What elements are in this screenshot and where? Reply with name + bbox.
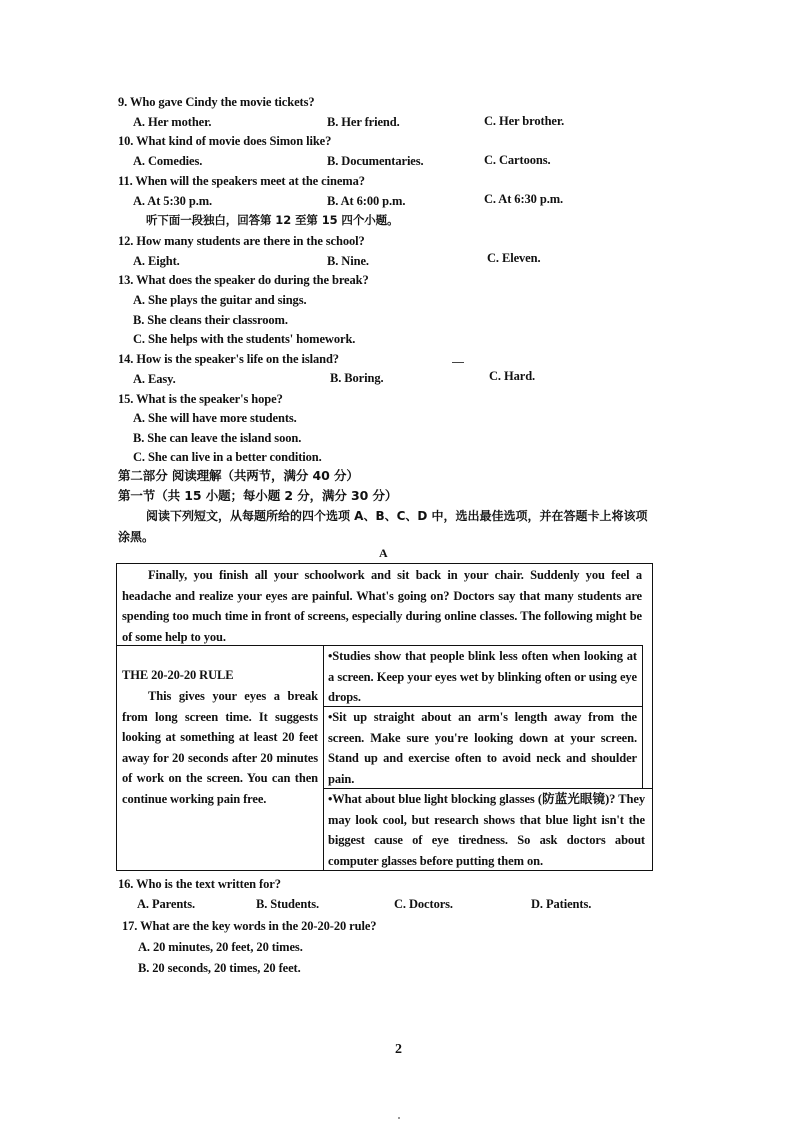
q17-option-a: A. 20 minutes, 20 feet, 20 times. [138, 940, 303, 954]
tip-blue-light: •What about blue light blocking glasses (防蓝光眼镜)? They may look cool, but research shows that blue light isn't the biggest cause of eye tiredness. So ask doctors about computer glasses before putting them on. [328, 792, 645, 868]
part-two-heading: 第二部分 阅读理解（共两节，满分 40 分） [118, 468, 359, 483]
rule-title: THE 20-20-20 RULE [122, 668, 234, 682]
q10-stem: 10. What kind of movie does Simon like? [118, 134, 332, 148]
q14-option-c: C. Hard. [489, 369, 536, 383]
q12-option-a: A. Eight. [133, 254, 180, 268]
section-one-heading: 第一节（共 15 小题；每小题 2 分，满分 30 分） [118, 488, 398, 503]
q12-stem: 12. How many students are there in the school? [118, 234, 365, 248]
q14-option-a: A. Easy. [133, 372, 176, 386]
q9-option-c: C. Her brother. [484, 114, 565, 128]
q17-stem: 17. What are the key words in the 20-20-20 rule? [122, 919, 377, 933]
q12-option-b: B. Nine. [327, 254, 369, 268]
q16-option-d: D. Patients. [531, 897, 592, 911]
reading-instruction: 阅读下列短文，从每题所给的四个选项 A、B、C、D 中，选出最佳选项，并在答题卡上将该项涂黑。 [118, 509, 648, 544]
q17-option-b: B. 20 seconds, 20 times, 20 feet. [138, 961, 301, 975]
q13-option-b: B. She cleans their classroom. [133, 313, 288, 327]
q15-stem: 15. What is the speaker's hope? [118, 392, 283, 406]
q9-option-b: B. Her friend. [327, 115, 400, 129]
q10-option-b: B. Documentaries. [327, 154, 424, 168]
q15-option-b: B. She can leave the island soon. [133, 431, 302, 445]
tip-posture: •Sit up straight about an arm's length away from the screen. Make sure you're looking down at your screen. Stand up and exercise often to avoid neck and shoulder pain. [328, 710, 637, 786]
q14-stem: 14. How is the speaker's life on the island? [118, 352, 339, 366]
page-number: 2 [395, 1042, 402, 1057]
q13-option-c: C. She helps with the students' homework. [133, 332, 356, 346]
rule-body: This gives your eyes a break from long screen time. It suggests looking at something at least 20 feet away for 20 seconds after 20 minutes of work on the screen. You can then continue working pain free. [122, 689, 318, 806]
q13-option-a: A. She plays the guitar and sings. [133, 293, 307, 307]
q12-option-c: C. Eleven. [487, 251, 541, 265]
q13-stem: 13. What does the speaker do during the break? [118, 273, 369, 287]
q11-option-b: B. At 6:00 p.m. [327, 194, 406, 208]
q16-stem: 16. Who is the text written for? [118, 877, 281, 891]
q16-option-b: B. Students. [256, 897, 320, 911]
passage-letter: A [379, 546, 388, 560]
q14-option-b: B. Boring. [330, 371, 384, 385]
q9-stem: 9. Who gave Cindy the movie tickets? [118, 95, 315, 109]
tip-blinking: •Studies show that people blink less often when looking at a screen. Keep your eyes wet by blinking often or using eye drops. [328, 649, 637, 704]
q10-option-c: C. Cartoons. [484, 153, 551, 167]
q15-option-a: A. She will have more students. [133, 411, 297, 425]
listening-instruction: 听下面一段独白，回答第 12 至第 15 四个小题。 [146, 213, 399, 227]
passage-intro: Finally, you finish all your schoolwork and sit back in your chair. Suddenly you feel a headache and realize your eyes are painful. What's going on? Doctors say that many students are spending too much time in front of screens, especially during online classes. The following might be of some help to you. [122, 568, 642, 644]
q10-option-a: A. Comedies. [133, 154, 203, 168]
q11-option-a: A. At 5:30 p.m. [133, 194, 213, 208]
q16-option-c: C. Doctors. [394, 897, 453, 911]
q16-option-a: A. Parents. [137, 897, 196, 911]
q11-option-c: C. At 6:30 p.m. [484, 192, 564, 206]
q11-stem: 11. When will the speakers meet at the cinema? [118, 174, 365, 188]
q15-option-c: C. She can live in a better condition. [133, 450, 322, 464]
scan-mark [452, 362, 464, 363]
q9-option-a: A. Her mother. [133, 115, 212, 129]
scan-dot [398, 1117, 400, 1119]
